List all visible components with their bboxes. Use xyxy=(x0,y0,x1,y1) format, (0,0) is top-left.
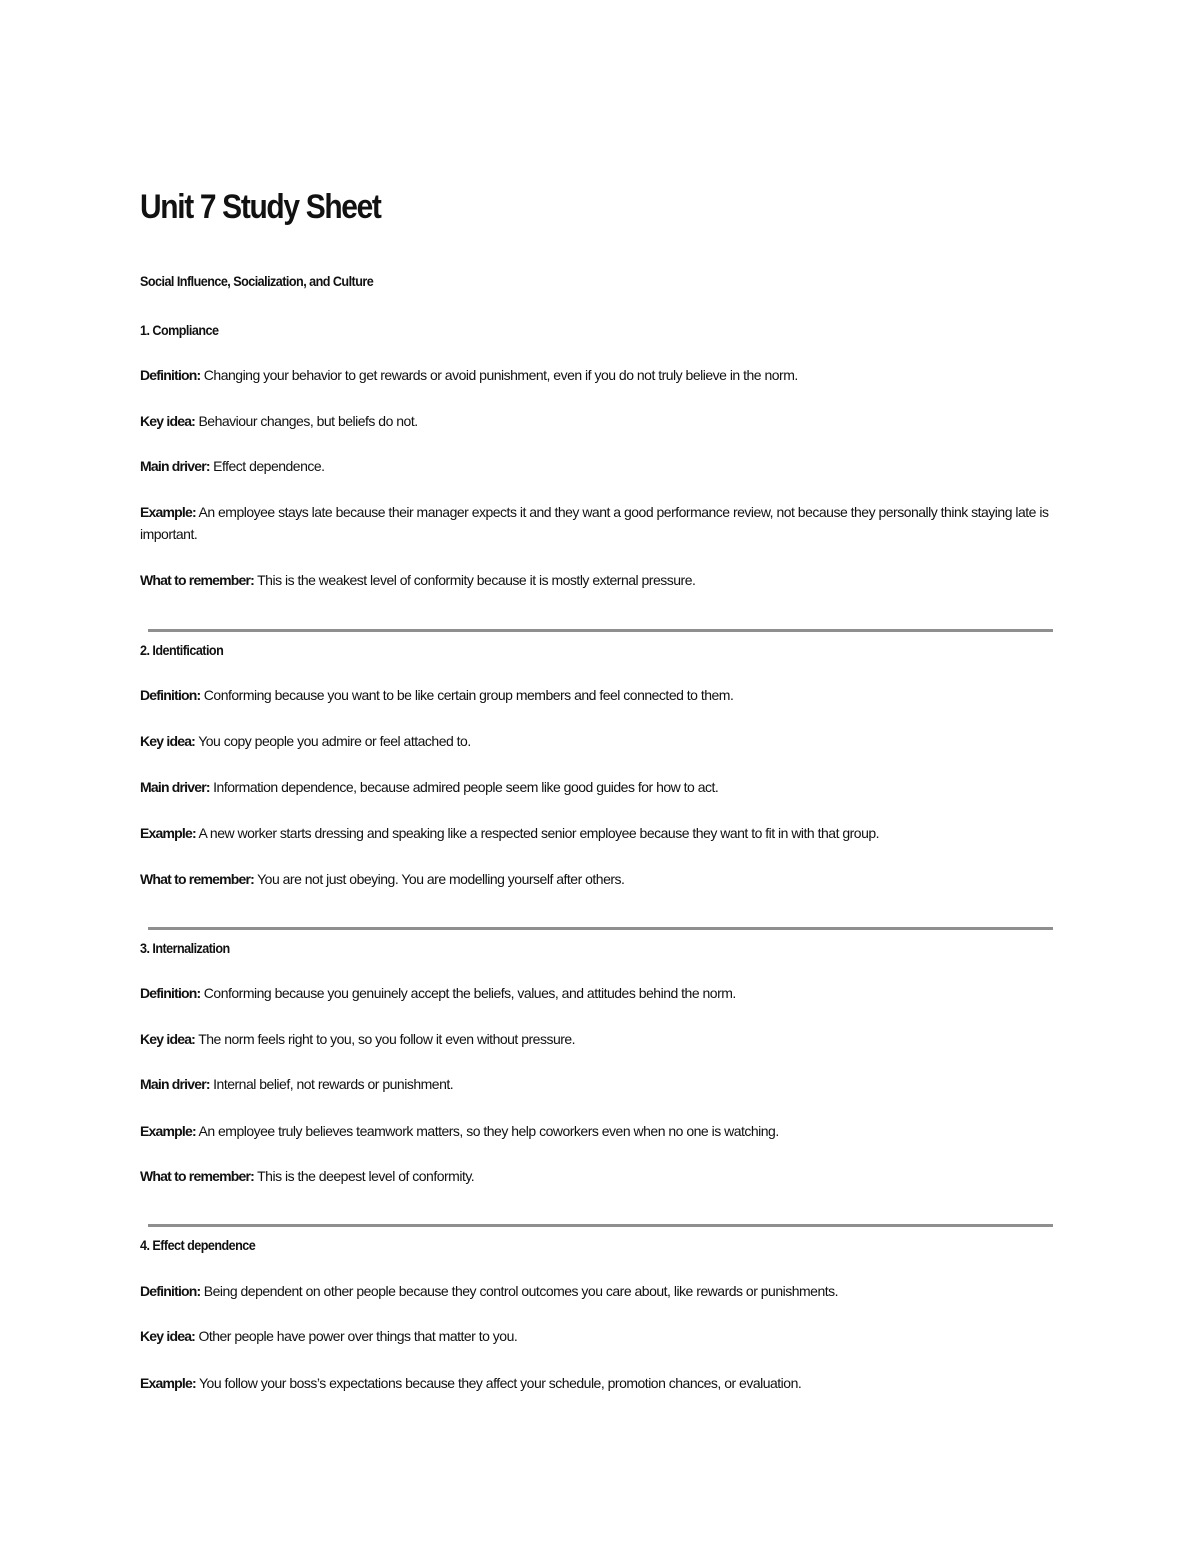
key-idea-entry xyxy=(140,410,1055,432)
what-to-remember-entry xyxy=(140,569,1055,591)
entry-text: Information dependence, because admired people seem like good guides for how to act. xyxy=(209,779,719,795)
entry-label: Definition: xyxy=(140,367,201,383)
entry-text: An employee stays late because their manager expects it and they want a good performance review, not because they personally think staying late is important. xyxy=(140,504,1049,542)
document-page xyxy=(140,0,1055,1553)
example-entry xyxy=(140,501,1055,545)
entry-text: Effect dependence. xyxy=(209,458,325,474)
entry-label: Definition: xyxy=(140,687,201,703)
entry-text: You follow your boss’s expectations because they affect your schedule, promotion chances, or evaluation. xyxy=(195,1375,802,1391)
document-subtitle: Social Influence, Socialization, and Culture xyxy=(140,273,374,289)
entry-label: What to remember: xyxy=(140,871,254,887)
entry-label: Example: xyxy=(140,504,196,520)
entry-label: Key idea: xyxy=(140,1328,196,1344)
entry-text: Behaviour changes, but beliefs do not. xyxy=(195,413,418,429)
section-heading: 3. Internalization xyxy=(140,940,230,956)
main-driver-entry xyxy=(140,455,1055,477)
entry-label: Key idea: xyxy=(140,413,196,429)
entry-label: What to remember: xyxy=(140,1168,254,1184)
entry-label: Definition: xyxy=(140,985,201,1001)
entry-label: Main driver: xyxy=(140,1076,210,1092)
document-title: Unit 7 Study Sheet xyxy=(140,188,381,226)
entry-text: You copy people you admire or feel attached to. xyxy=(195,733,471,749)
entry-label: Definition: xyxy=(140,1283,201,1299)
entry-text: Changing your behavior to get rewards or avoid punishment, even if you do not truly believe in the norm. xyxy=(200,367,798,383)
entry-label: Example: xyxy=(140,1375,196,1391)
what-to-remember-entry xyxy=(140,1165,1055,1187)
entry-label: Example: xyxy=(140,1123,196,1139)
example-entry xyxy=(140,1372,1055,1394)
section-heading: 1. Compliance xyxy=(140,322,219,338)
main-driver-entry xyxy=(140,1073,1055,1095)
definition-entry xyxy=(140,364,1055,386)
entry-text: Being dependent on other people because they control outcomes you care about, like rewards or punishments. xyxy=(200,1283,839,1299)
entry-label: What to remember: xyxy=(140,572,254,588)
example-entry xyxy=(140,1120,1055,1142)
section-divider xyxy=(148,927,1053,930)
entry-text: Conforming because you want to be like certain group members and feel connected to them. xyxy=(200,687,734,703)
example-entry xyxy=(140,822,1055,844)
entry-label: Main driver: xyxy=(140,779,210,795)
entry-label: Key idea: xyxy=(140,733,196,749)
entry-text: Other people have power over things that matter to you. xyxy=(195,1328,518,1344)
what-to-remember-entry xyxy=(140,868,1055,890)
entry-text: This is the deepest level of conformity. xyxy=(253,1168,475,1184)
entry-text: The norm feels right to you, so you follow it even without pressure. xyxy=(195,1031,576,1047)
entry-label: Example: xyxy=(140,825,196,841)
entry-text: You are not just obeying. You are modelling yourself after others. xyxy=(253,871,625,887)
section-divider xyxy=(148,629,1053,632)
key-idea-entry xyxy=(140,1028,1055,1050)
entry-label: Key idea: xyxy=(140,1031,196,1047)
section-divider xyxy=(148,1224,1053,1227)
key-idea-entry xyxy=(140,730,1055,752)
entry-text: An employee truly believes teamwork matters, so they help coworkers even when no one is watching. xyxy=(195,1123,779,1139)
definition-entry xyxy=(140,684,1055,706)
entry-text: This is the weakest level of conformity because it is mostly external pressure. xyxy=(253,572,696,588)
entry-text: Conforming because you genuinely accept the beliefs, values, and attitudes behind the norm. xyxy=(200,985,736,1001)
definition-entry xyxy=(140,1280,1055,1302)
entry-text: Internal belief, not rewards or punishment. xyxy=(209,1076,454,1092)
key-idea-entry xyxy=(140,1325,1055,1347)
entry-text: A new worker starts dressing and speaking like a respected senior employee because they want to fit in with that group. xyxy=(195,825,880,841)
section-heading: 2. Identification xyxy=(140,642,224,658)
entry-label: Main driver: xyxy=(140,458,210,474)
main-driver-entry xyxy=(140,776,1055,798)
section-heading: 4. Effect dependence xyxy=(140,1237,256,1253)
definition-entry xyxy=(140,982,1055,1004)
